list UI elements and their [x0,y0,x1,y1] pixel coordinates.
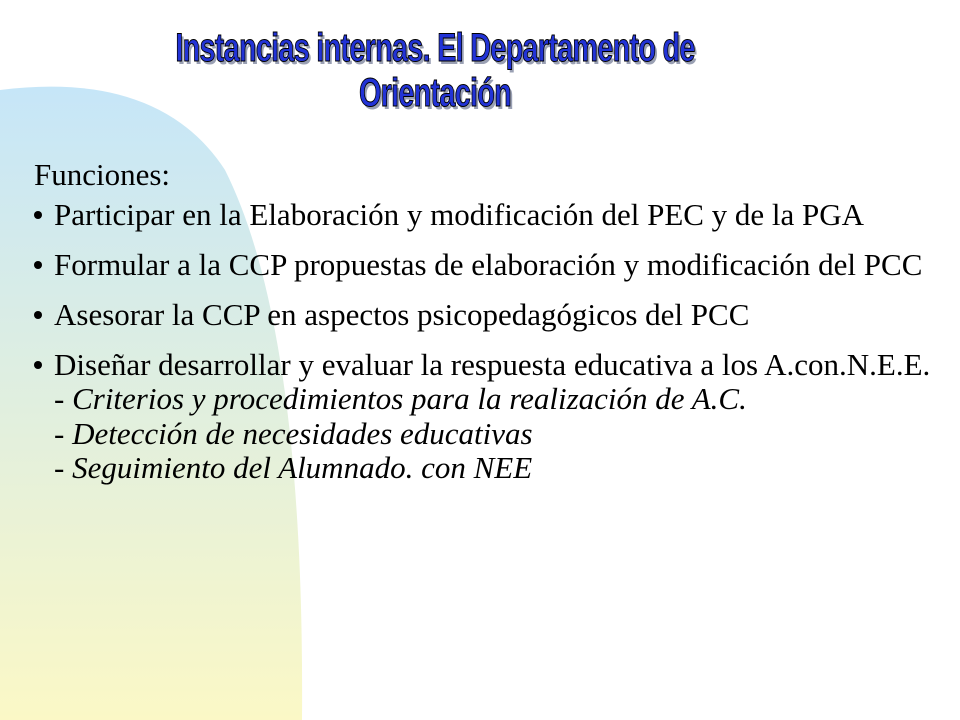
sub-item-dash: - [54,449,73,485]
functions-heading: Funciones: [34,157,171,192]
bullet-dot-icon [34,211,42,219]
bullet-item [34,248,934,282]
sub-item-dash: - [54,415,73,451]
bullet-text: Formular a la CCP propuestas de elaboración y modificación del PCC [54,247,923,283]
sub-item [54,451,934,485]
sub-item [54,417,934,451]
slide-content [34,158,934,501]
bullet-item [34,198,934,232]
sub-item [54,382,934,416]
slide-title: Instancias internas. El Departamento de Orientación [175,26,695,115]
bullet-text: Participar en la Elaboración y modificación del PEC y de la PGA [54,197,865,233]
bullet-dot-icon [34,361,42,369]
bullet-text: Diseñar desarrollar y evaluar la respuesta educativa a los A.con.N.E.E. [54,347,931,383]
sub-item-dash: - [54,381,73,417]
sub-item-text: Criterios y procedimientos para la realización de A.C. [72,381,747,417]
bullet-dot-icon [34,311,42,319]
sub-item-text: Detección de necesidades educativas [72,415,533,451]
bullet-item [34,298,934,332]
sub-item-text: Seguimiento del Alumnado. con NEE [72,449,533,485]
bullet-text: Asesorar la CCP en aspectos psicopedagógicos del PCC [54,297,750,333]
bullet-item [34,348,934,484]
bullet-dot-icon [34,261,42,269]
